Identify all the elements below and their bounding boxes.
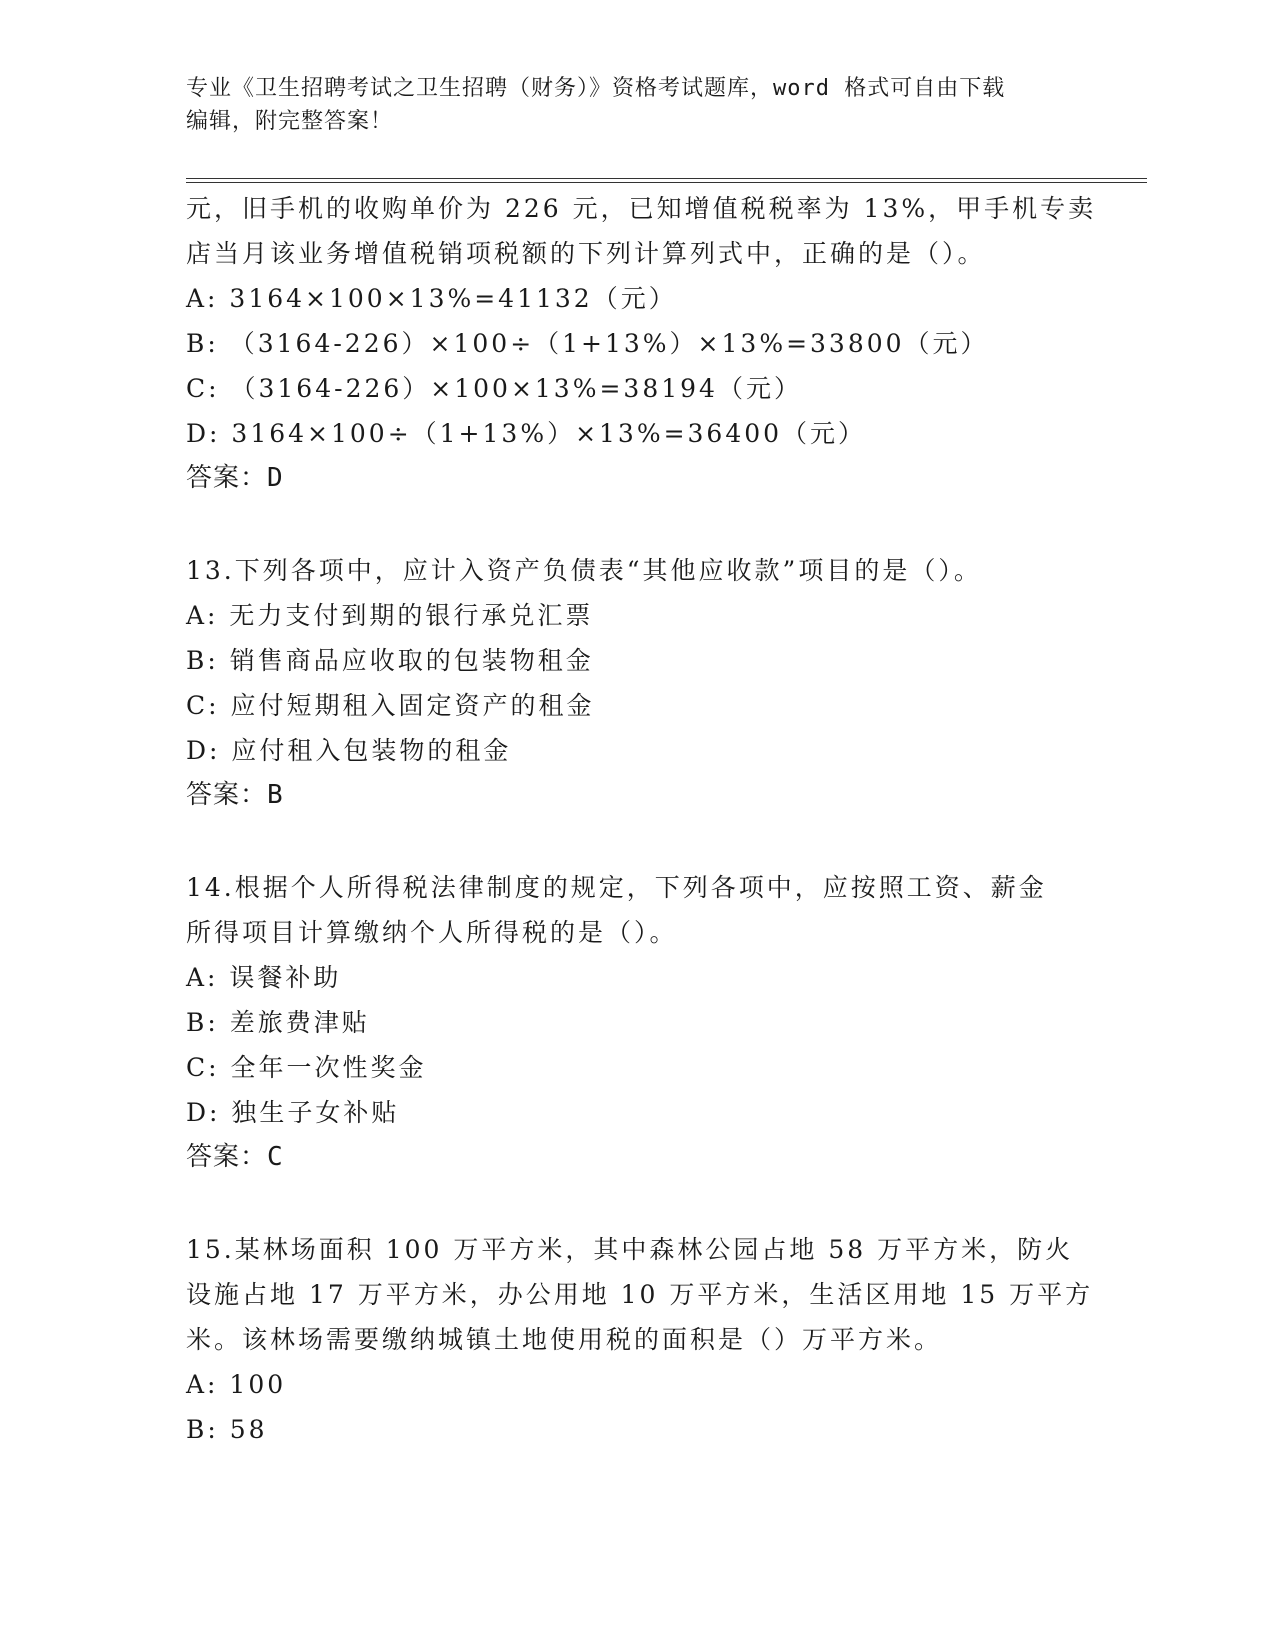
option-b: B: 销售商品应收取的包装物租金: [186, 646, 594, 675]
question-text-line: 设施占地 17 万平方米，办公用地 10 万平方米，生活区用地 15 万平方: [186, 1280, 1094, 1309]
option-b: B: （3164-226）×100÷（1+13%）×13%=33800（元）: [186, 329, 989, 358]
question-text-line: 店当月该业务增值税销项税额的下列计算列式中，正确的是（）。: [186, 239, 986, 268]
header-divider-bottom: [186, 182, 1147, 183]
question-text-line: 13.下列各项中，应计入资产负债表“其他应收款”项目的是（）。: [186, 556, 982, 585]
option-c: C: 应付短期租入固定资产的租金: [186, 691, 595, 720]
header-line-1: 专业《卫生招聘考试之卫生招聘（财务）》资格考试题库，word 格式可自由下载: [186, 76, 1006, 101]
option-c: C: （3164-226）×100×13%=38194（元）: [186, 374, 802, 403]
question-12-continued: [186, 186, 1097, 501]
question-14: [186, 865, 1086, 1180]
question-text-line: 15.某林场面积 100 万平方米，其中森林公园占地 58 万平方米，防火: [186, 1235, 1074, 1264]
answer-line: 答案：D: [186, 463, 284, 493]
question-text-line: 米。该林场需要缴纳城镇土地使用税的面积是（）万平方米。: [186, 1325, 943, 1354]
option-a: A: 100: [186, 1370, 287, 1399]
question-13: [186, 548, 1086, 818]
option-b: B: 差旅费津贴: [186, 1008, 370, 1037]
option-d: D: 3164×100÷（1+13%）×13%=36400（元）: [186, 419, 867, 448]
option-d: D: 应付租入包装物的租金: [186, 736, 512, 765]
question-text-line: 元，旧手机的收购单价为 226 元，已知增值税税率为 13%，甲手机专卖: [186, 194, 1097, 223]
question-text-line: 14.根据个人所得税法律制度的规定，下列各项中，应按照工资、薪金: [186, 873, 1047, 902]
document-body: [186, 186, 1097, 1452]
question-text-line: 所得项目计算缴纳个人所得税的是（）。: [186, 918, 678, 947]
header-divider-top: [186, 178, 1147, 179]
answer-line: 答案：B: [186, 780, 284, 810]
answer-line: 答案：C: [186, 1142, 284, 1172]
question-15: [186, 1227, 1094, 1452]
document-header: [186, 72, 1086, 138]
option-a: A: 3164×100×13%=41132（元）: [186, 284, 677, 313]
option-a: A: 误餐补助: [186, 963, 342, 992]
option-c: C: 全年一次性奖金: [186, 1053, 427, 1082]
option-d: D: 独生子女补贴: [186, 1098, 400, 1127]
option-b: B: 58: [186, 1415, 268, 1444]
option-a: A: 无力支付到期的银行承兑汇票: [186, 601, 594, 630]
header-line-2: 编辑，附完整答案！: [186, 109, 394, 134]
